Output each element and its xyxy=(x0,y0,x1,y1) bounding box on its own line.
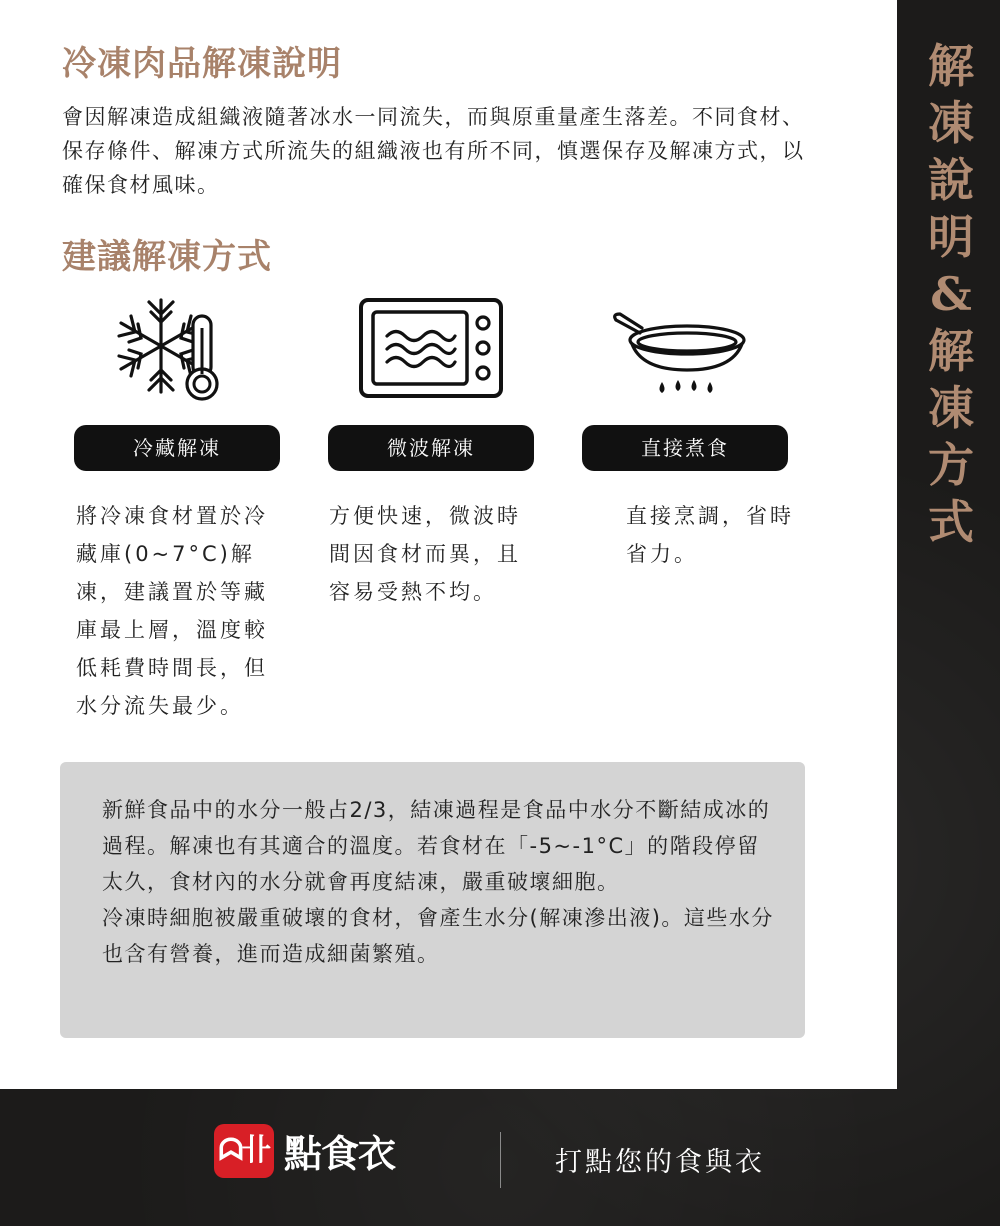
note-paragraph-water: 新鮮食品中的水分一般占2/3，結凍過程是食品中水分不斷結成冰的過程。解凍也有其適合的溫度。若食材在「-5~-1°C」的階段停留太久，食材內的水分就會再度結凍，嚴重破壞細胞。 xyxy=(102,798,771,894)
microwave-thaw-label: 微波解凍 xyxy=(328,425,534,471)
fridge-thaw-label: 冷藏解凍 xyxy=(74,425,280,471)
thaw-instructions-heading: 冷凍肉品解凍說明 xyxy=(62,44,342,84)
note-paragraph-bacteria: 冷凍時細胞被嚴重破壞的食材，會產生水分(解凍滲出液)。這些水分也含有營養，進而造成細菌繁殖。 xyxy=(102,906,774,966)
info-note-box xyxy=(60,762,805,1038)
thaw-instructions-body: 會因解凍造成組織液隨著冰水一同流失，而與原重量產生落差。不同食材、保存條件、解凍方式所流失的組織液也有所不同，慎選保存及解凍方式，以確保食材風味。 xyxy=(62,105,805,197)
logo-mark-text: ᗣ卝 xyxy=(218,1133,270,1168)
direct-cook-label: 直接煮食 xyxy=(582,425,788,471)
brand-logo-mark xyxy=(214,1124,274,1178)
fridge-thaw-description: 將冷凍食材置於冷藏庫(0~7°C)解凍，建議置於等藏庫最上層，溫度較低耗費時間長，但水分流失最少。 xyxy=(76,504,268,718)
snowflake-thermometer-icon xyxy=(113,294,225,404)
footer-divider xyxy=(500,1132,501,1188)
microwave-icon xyxy=(357,296,505,404)
direct-cook-description: 直接烹調，省時省力。 xyxy=(626,504,794,566)
pan-on-flame-icon xyxy=(610,310,750,396)
brand-logo-text: 點食衣 xyxy=(284,1132,396,1176)
side-title: 解凍說明&解凍方式 xyxy=(928,39,974,549)
microwave-thaw-description: 方便快速，微波時間因食材而異，且容易受熱不均。 xyxy=(329,504,521,604)
brand-slogan: 打點您的食與衣 xyxy=(555,1147,765,1178)
suggested-methods-heading: 建議解凍方式 xyxy=(62,237,272,277)
